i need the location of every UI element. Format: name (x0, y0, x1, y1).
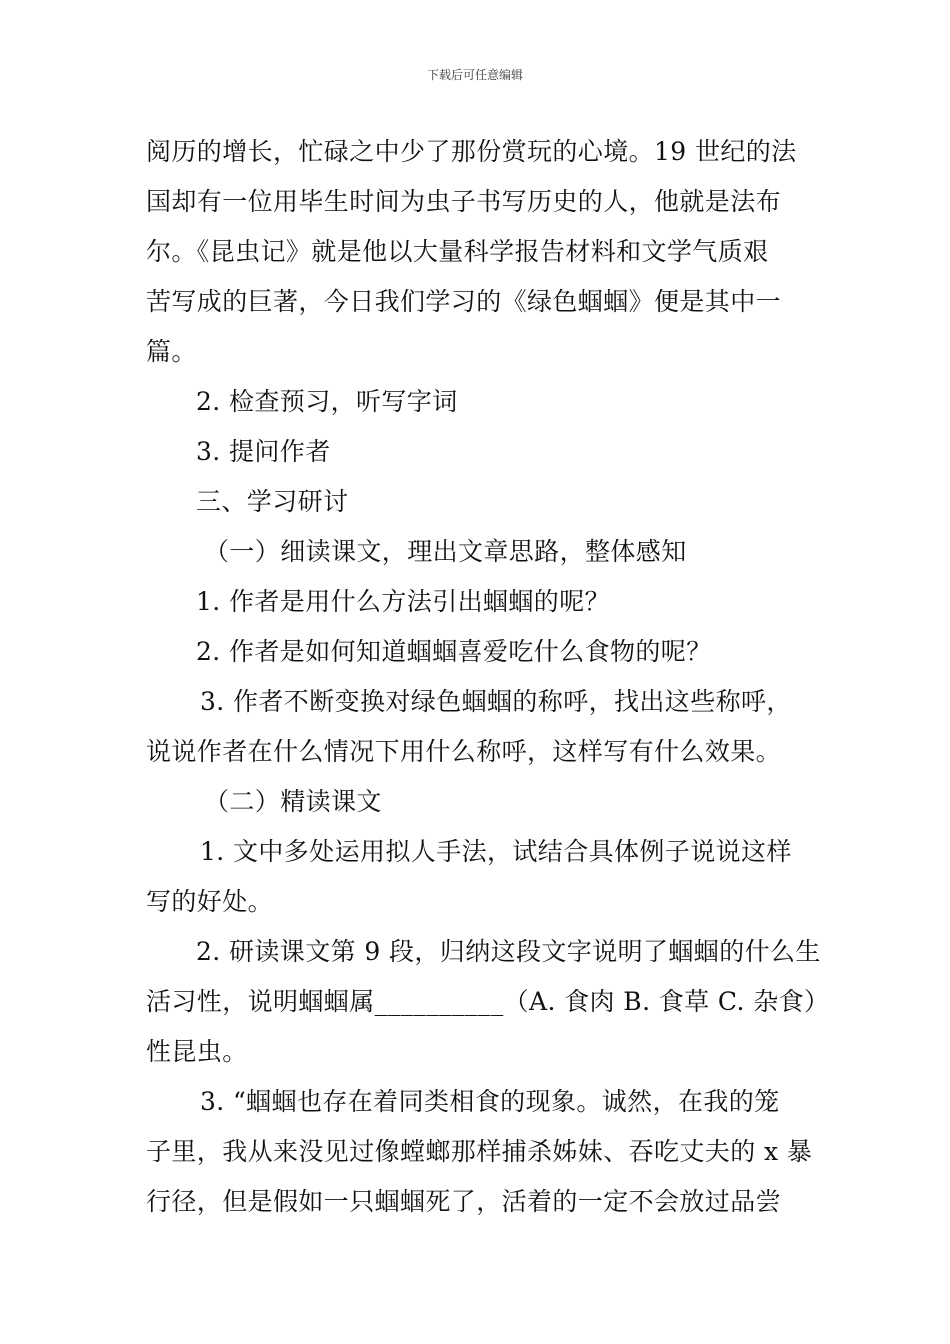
text-line: 性昆虫。 (146, 1037, 248, 1066)
text-line: 1. 作者是用什么方法引出蝈蝈的呢？ (196, 587, 611, 616)
text-line: 3. “蝈蝈也存在着同类相食的现象。诚然，在我的笼 (200, 1087, 780, 1116)
text-line: 苦写成的巨著，今日我们学习的《绿色蝈蝈》便是其中一 (146, 287, 782, 316)
document-body (146, 127, 830, 1227)
text-line: 1. 文中多处运用拟人手法，试结合具体例子说说这样 (200, 837, 792, 866)
subsection-heading: （一）细读课文，理出文章思路，整体感知 (204, 537, 687, 566)
page-header: 下载后可任意编辑 (426, 68, 523, 82)
text-line: 写的好处。 (146, 887, 274, 916)
text-line: 3. 作者不断变换对绿色蝈蝈的称呼，找出这些称呼， (200, 687, 792, 716)
text-line: 活习性，说明蝈蝈属__________（A. 食肉 B. 食草 C. 杂食） (146, 987, 830, 1016)
text-line: 尔。《昆虫记》就是他以大量科学报告材料和文学气质艰 (146, 237, 769, 266)
text-line: 2. 作者是如何知道蝈蝈喜爱吃什么食物的呢？ (196, 637, 712, 666)
text-line: 子里，我从来没见过像螳螂那样捕杀姊妹、吞吃丈夫的 x 暴 (146, 1137, 813, 1166)
text-line: 3. 提问作者 (196, 437, 331, 466)
subsection-heading: （二）精读课文 (204, 787, 382, 816)
text-line: 说说作者在什么情况下用什么称呼，这样写有什么效果。 (146, 737, 782, 766)
text-line: 阅历的增长，忙碌之中少了那份赏玩的心境。19 世纪的法 (146, 137, 797, 166)
text-line: 国却有一位用毕生时间为虫子书写历史的人，他就是法布 (146, 187, 782, 216)
text-line: 2. 研读课文第 9 段，归纳这段文字说明了蝈蝈的什么生 (196, 937, 821, 966)
text-line: 行径，但是假如一只蝈蝈死了，活着的一定不会放过品尝 (146, 1187, 782, 1216)
section-heading: 三、学习研讨 (196, 487, 349, 516)
text-line: 篇。 (146, 337, 197, 366)
text-line: 2. 检查预习，听写字词 (196, 387, 458, 416)
